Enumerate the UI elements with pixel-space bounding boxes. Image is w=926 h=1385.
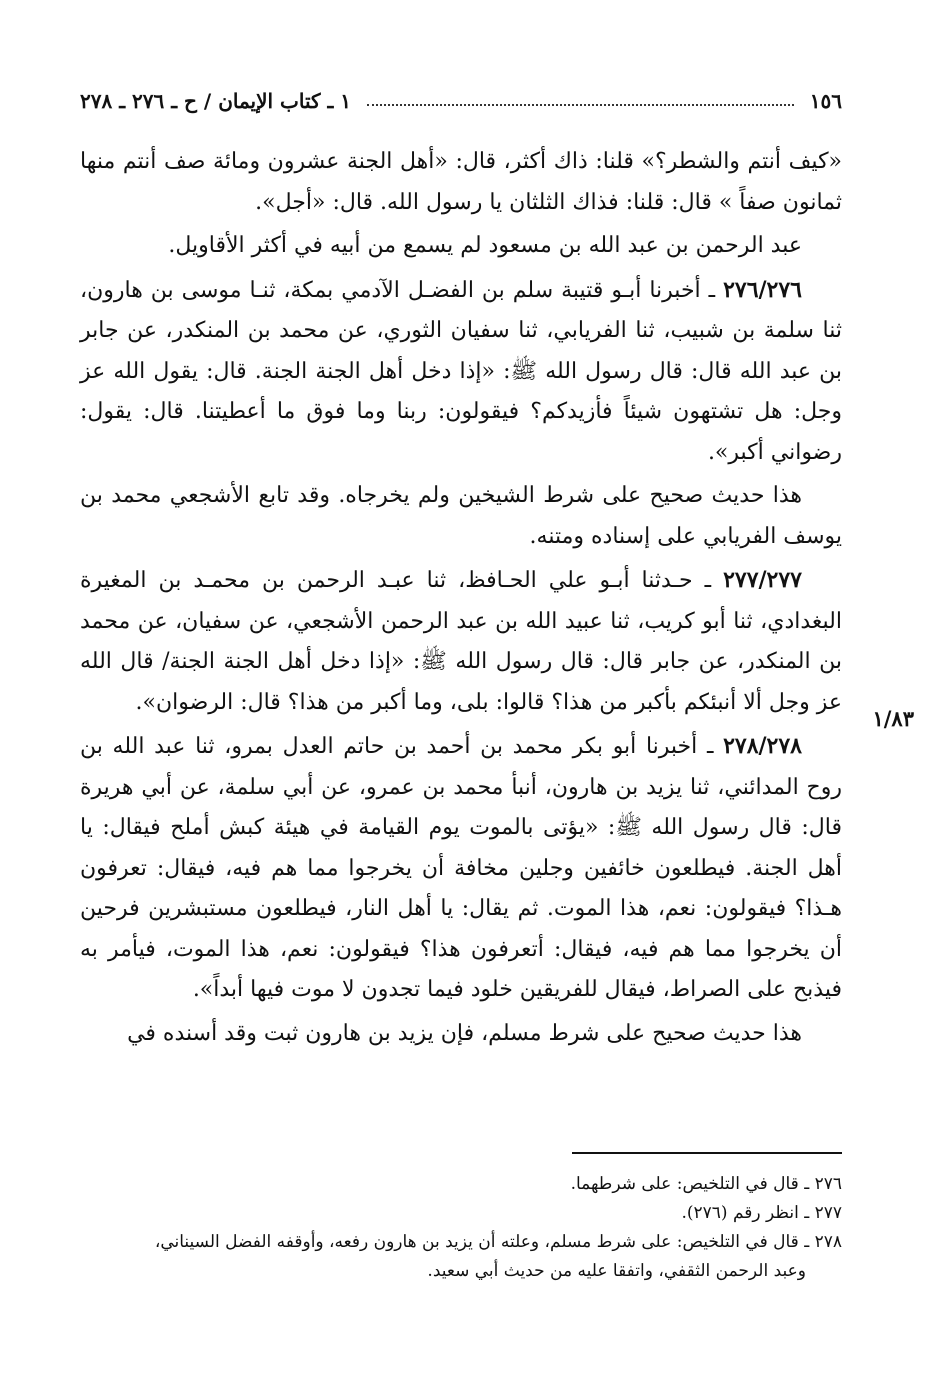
footnote-278: ٢٧٨ ـ قال في التلخيص: على شرط مسلم، وعلته أن يزيد بن هارون رفعه، وأوقفه الفضل السيناني، xyxy=(154,1232,842,1252)
paragraph-grading-278: هذا حديث صحيح على شرط مسلم، فإن يزيد بن هارون ثبت وقد أسنده في xyxy=(127,1020,802,1046)
paragraph-grading-276: هذا حديث صحيح على شرط الشيخين ولم يخرجاه. وقد تابع الأشجعي محمد بن يوسف الفريابي على إسناده ومتنه. xyxy=(80,483,842,549)
hadith-278 xyxy=(80,726,842,1011)
hadith-number: ٢٧٧/٢٧٧ xyxy=(723,567,802,593)
header-leader-dots xyxy=(367,104,794,106)
hadith-text: ـ حـدثنا أبـو علي الحـافظ، ثنا عبـد الرحمن بن محمـد بن المغيرة البغدادي، ثنا أبو كريب، ثنا عبيد الله بن عبد الرحمن الأشجعي، عن سفيان، عن محمد بن المنكدر، عن جابر قال: قال رسول الله ﷺ: «إذا دخل أهل الجنة الجنة/ قال الله عز وجل ألا أنبئكم بأكبر من هذا؟ قالوا: بلى، وما أكبر من هذا؟ قال: الرضوان». xyxy=(80,568,842,715)
footnote-divider xyxy=(572,1152,842,1154)
page-number: ١٥٦ xyxy=(809,89,842,113)
footnote-276: ٢٧٦ ـ قال في التلخيص: على شرطهما. xyxy=(570,1174,842,1194)
paragraph-continuation: «كيف أنتم والشطر؟» قلنا: ذاك أكثر، قال: «أهل الجنة عشرون ومائة صف أنتم منها ثمانون صفاً » قال: قلنا: فذاك الثلثان يا رسول الله. قال: «أجل». xyxy=(80,149,842,215)
footnote-277: ٢٧٧ ـ انظر رقم (٢٧٦). xyxy=(681,1203,842,1223)
manuscript-folio-marker: ١/٨٣ xyxy=(872,706,914,731)
footnote-278-continuation: وعبد الرحمن الثقفي، واتفقا عليه من حديث أبي سعيد. xyxy=(427,1261,806,1281)
hadith-277 xyxy=(80,560,842,723)
hadith-276 xyxy=(80,270,842,474)
hadith-text: ـ أخبرنا أبو بكر محمد بن أحمد بن حاتم العدل بمرو، ثنا عبد الله بن روح المدائني، ثنا يزيد بن هارون، أنبأ محمد بن عمرو، عن أبي سلمة، عن أبي هريرة قال: قال رسول الله ﷺ: «يؤتى بالموت يوم القيامة في هيئة كبش أملح فيقال: يا أهل الجنة. فيطلعون خائفين وجلين مخافة أن يخرجوا مما هم فيه، فيقال: تعرفون هـذا؟ فيقولون: نعم، هذا الموت. ثم يقال: يا أهل النار، فيطلعون مستبشرين فرحين أن يخرجوا مما هم فيه، فيقال: أتعرفون هذا؟ فيقولون: نعم، هذا الموت، فيأمر به فيذبح على الصراط، فيقال للفريقين خلود فيما تجدون لا موت فيها أبداً». xyxy=(80,734,842,1002)
hadith-number: ٢٧٦/٢٧٦ xyxy=(723,276,802,303)
paragraph-note: عبد الرحمن بن عبد الله بن مسعود لم يسمع من أبيه في أكثر الأقاويل. xyxy=(168,233,802,258)
hadith-number: ٢٧٨/٢٧٨ xyxy=(723,733,802,759)
hadith-text: ـ أخبرنا أبـو قتيبة سلم بن الفضـل الآدمي بمكة، ثنـا موسى بن هارون، ثنا سلمة بن شبيب، ثنا الفريابي، ثنا سفيان الثوري، عن محمد بن المنكدر، عن جابر بن عبد الله قال: قال رسول الله ﷺ: «إذا دخل أهل الجنة الجنة. قال: يقول الله عز وجل: هل تشتهون شيئاً فأزيدكم؟ فيقولون: ربنا وما فوق ما أعطيتنا. قال: يقول: رضواني أكبر». xyxy=(80,277,842,465)
page-header xyxy=(80,84,842,118)
main-text xyxy=(80,142,842,1054)
footnotes xyxy=(80,1170,842,1286)
running-title: ١ ـ كتاب الإيمان / ح ـ ٢٧٦ ـ ٢٧٨ xyxy=(80,89,352,113)
